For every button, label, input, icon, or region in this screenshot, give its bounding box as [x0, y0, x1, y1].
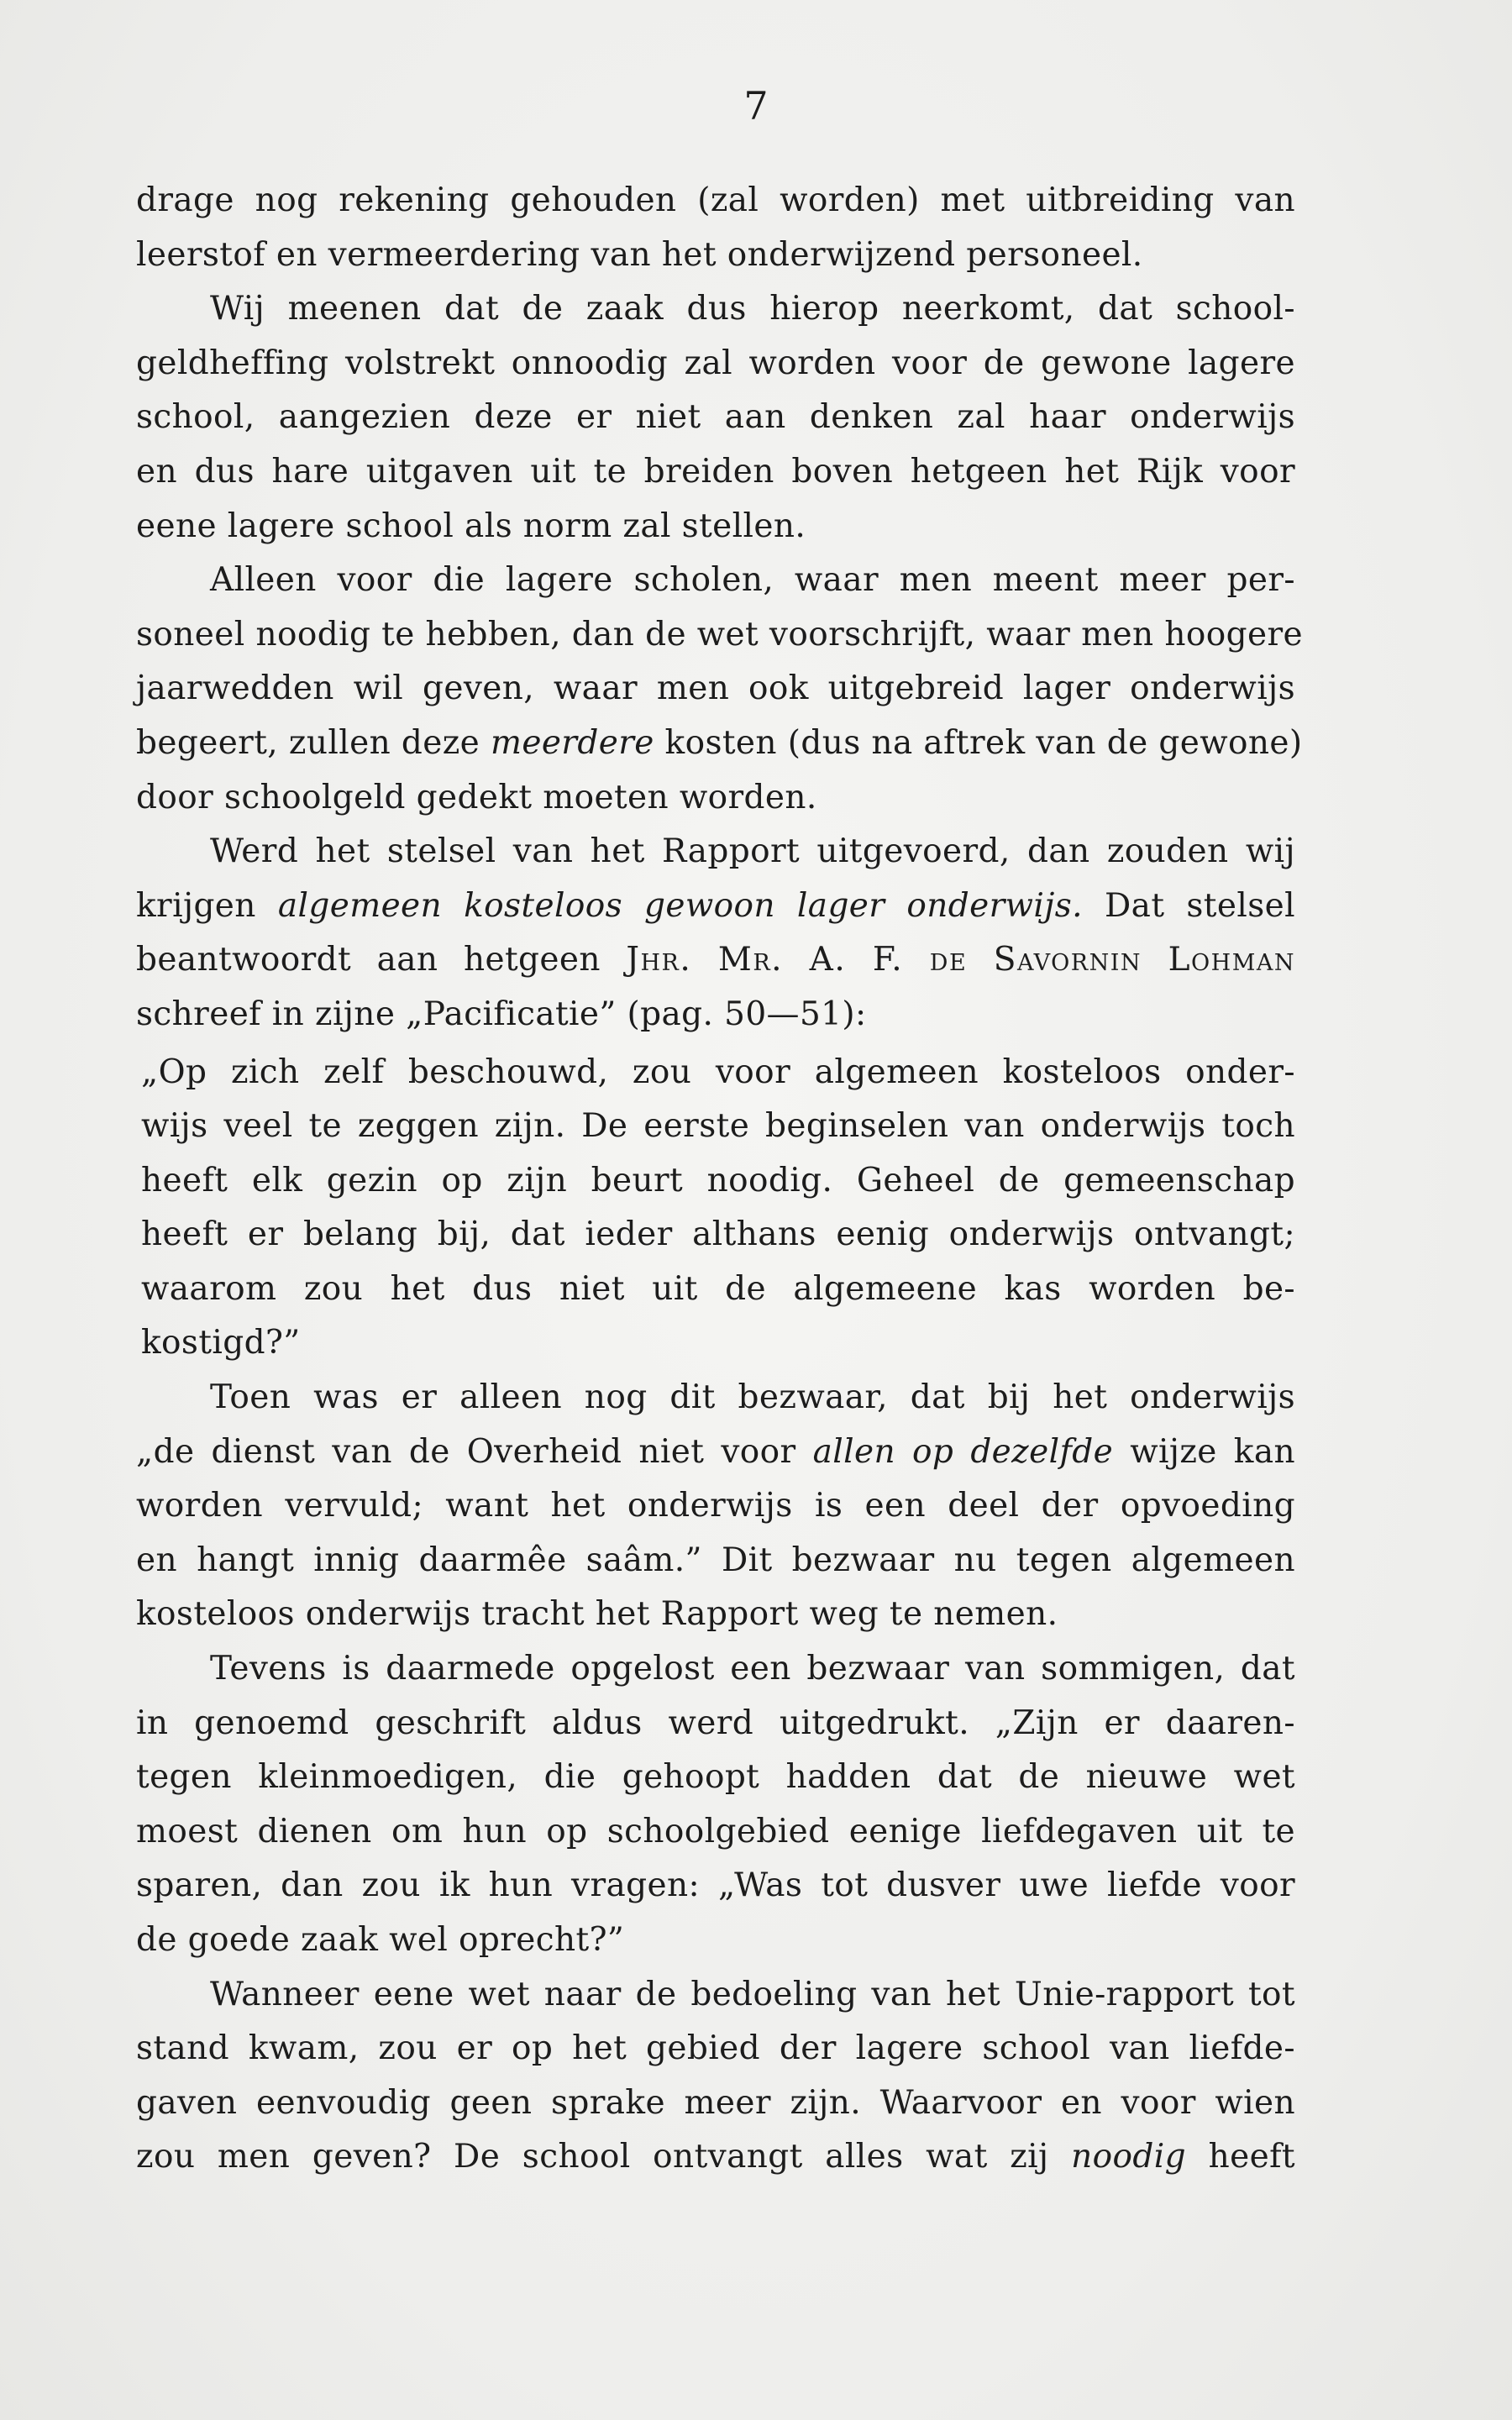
text-line: Toen was er alleen nog dit bezwaar, dat bij het onderwijs	[210, 1378, 1295, 1417]
text-line: stand kwam, zou er op het gebied der lagere school van liefde-	[136, 2029, 1295, 2068]
text-line: kosteloos onderwijs tracht het Rapport weg te nemen.	[136, 1595, 1058, 1634]
italic-text: noodig	[1071, 2138, 1187, 2176]
italic-text: algemeen kosteloos gewoon lager onderwijs.	[277, 886, 1083, 925]
text-line: geldheffing volstrekt onnoodig zal worden voor de gewone lagere	[136, 344, 1295, 382]
text-line: school, aangezien deze er niet aan denken zal haar onderwijs	[136, 398, 1295, 437]
text-line: Werd het stelsel van het Rapport uitgevoerd, dan zouden wij	[210, 832, 1295, 871]
text-line: gaven eenvoudig geen sprake meer zijn. Waarvoor en voor wien	[136, 2083, 1295, 2122]
text-line: waarom zou het dus niet uit de algemeene kas worden be-	[141, 1269, 1295, 1308]
text-segment: krijgen	[136, 886, 278, 925]
body-text	[136, 174, 1303, 2185]
text-line: eene lagere school als norm zal stellen.	[136, 507, 806, 545]
text-line: in genoemd geschrift aldus werd uitgedrukt. „Zijn er daaren-	[136, 1703, 1295, 1742]
text-line: door schoolgeld gedekt moeten worden.	[136, 778, 817, 816]
text-line: kostigd?”	[141, 1324, 301, 1362]
text-line: worden vervuld; want het onderwijs is een deel der opvoeding	[136, 1487, 1295, 1525]
text-line: Wij meenen dat de zaak dus hierop neerkomt, dat school-	[210, 290, 1295, 328]
text-line: drage nog rekening gehouden (zal worden) met uitbreiding van	[136, 181, 1295, 219]
text-line: sparen, dan zou ik hun vragen: „Was tot dusver uwe liefde voor	[136, 1866, 1295, 1905]
text-line: en dus hare uitgaven uit te breiden boven hetgeen het Rijk voor	[136, 452, 1295, 491]
italic-text: meerdere	[490, 723, 654, 762]
text-segment: heeft	[1186, 2138, 1295, 2176]
text-line: leerstof en vermeerdering van het onderwijzend personeel.	[136, 235, 1143, 274]
text-segment: beantwoordt aan hetgeen	[136, 941, 627, 979]
text-line	[136, 2130, 1295, 2185]
text-segment: Dat stelsel	[1082, 886, 1296, 925]
text-line: heeft elk gezin op zijn beurt noodig. Geheel de gemeenschap	[141, 1161, 1295, 1200]
italic-text: allen op dezelfde	[812, 1432, 1114, 1471]
text-segment: begeert, zullen deze	[136, 723, 491, 762]
text-line	[136, 1425, 1295, 1480]
text-line: Tevens is daarmede opgelost een bezwaar van sommigen, dat	[210, 1650, 1295, 1688]
text-line: tegen kleinmoedigen, die gehoopt hadden dat de nieuwe wet	[136, 1758, 1295, 1797]
text-line: de goede zaak wel oprecht?”	[136, 1921, 625, 1959]
text-segment: zou men geven? De school ontvangt alles wat zij	[136, 2138, 1072, 2176]
text-segment: wijze kan	[1113, 1432, 1296, 1471]
text-segment: kosten (dus na aftrek van de gewone)	[654, 723, 1303, 762]
text-line	[136, 879, 1295, 934]
small-caps-name: Jhr. Mr. A. F. de Savornin Lohman	[626, 941, 1295, 979]
text-line: Alleen voor die lagere scholen, waar men meent meer per-	[210, 561, 1295, 600]
text-line: schreef in zijne „Pacificatie” (pag. 50—51):	[136, 995, 867, 1033]
text-segment: „de dienst van de Overheid niet voor	[136, 1432, 813, 1471]
page-number: 7	[743, 83, 769, 129]
text-line: „Op zich zelf beschouwd, zou voor algemeen kosteloos onder-	[141, 1053, 1295, 1091]
text-line: jaarwedden wil geven, waar men ook uitgebreid lager onderwijs	[136, 669, 1295, 708]
text-line: wijs veel te zeggen zijn. De eerste beginselen van onderwijs toch	[141, 1107, 1295, 1146]
text-line	[136, 717, 1303, 771]
text-line: en hangt innig daarmêe saâm.” Dit bezwaar nu tegen algemeen	[136, 1541, 1295, 1579]
text-line: heeft er belang bij, dat ieder althans eenig onderwijs ontvangt;	[141, 1215, 1295, 1254]
text-line: moest dienen om hun op schoolgebied eenige liefdegaven uit te	[136, 1812, 1295, 1850]
text-line	[136, 933, 1295, 988]
text-line: Wanneer eene wet naar de bedoeling van het Unie-rapport tot	[210, 1975, 1295, 2013]
text-line: soneel noodig te hebben, dan de wet voorschrijft, waar men hoogere	[136, 615, 1303, 654]
